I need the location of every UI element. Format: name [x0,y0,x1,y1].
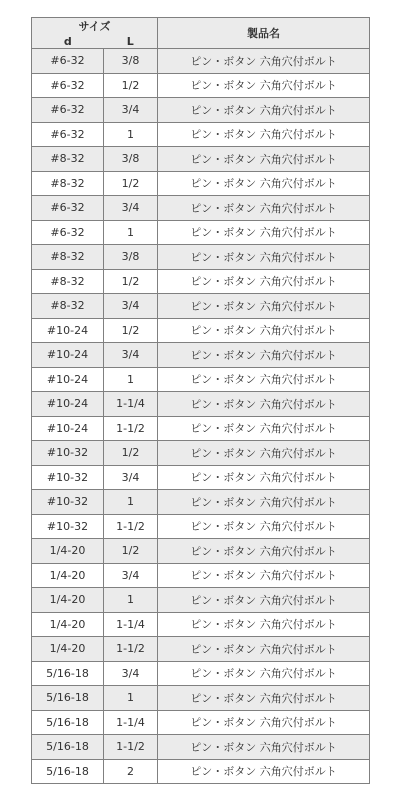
length-cell: 1-1/2 [104,416,158,441]
diameter-cell: #10-32 [32,465,104,490]
product-name-cell: ピン・ボタン 六角穴付ボルト [158,686,370,711]
length-cell: 2 [104,759,158,784]
product-name-cell: ピン・ボタン 六角穴付ボルト [158,49,370,74]
size-group-header: サイズ [32,18,158,35]
diameter-cell: 5/16-18 [32,686,104,711]
table-row [32,465,370,490]
product-name-cell: ピン・ボタン 六角穴付ボルト [158,122,370,147]
diameter-cell: #8-32 [32,171,104,196]
product-name-cell: ピン・ボタン 六角穴付ボルト [158,416,370,441]
length-cell: 1-1/4 [104,612,158,637]
table-row [32,416,370,441]
product-name-cell: ピン・ボタン 六角穴付ボルト [158,245,370,270]
length-cell: 3/8 [104,245,158,270]
length-cell: 3/4 [104,294,158,319]
length-cell: 3/4 [104,98,158,123]
length-cell: 1-1/4 [104,392,158,417]
diameter-cell: 5/16-18 [32,661,104,686]
product-name-cell: ピン・ボタン 六角穴付ボルト [158,514,370,539]
table-row [32,588,370,613]
diameter-cell: #10-24 [32,343,104,368]
length-cell: 1-1/2 [104,735,158,760]
length-column-header: L [104,34,158,49]
product-name-cell: ピン・ボタン 六角穴付ボルト [158,269,370,294]
diameter-cell: 5/16-18 [32,759,104,784]
length-cell: 1/2 [104,539,158,564]
table-row [32,367,370,392]
length-cell: 1/2 [104,269,158,294]
length-cell: 1 [104,220,158,245]
table-row [32,759,370,784]
product-name-cell: ピン・ボタン 六角穴付ボルト [158,759,370,784]
product-name-cell: ピン・ボタン 六角穴付ボルト [158,710,370,735]
diameter-cell: #8-32 [32,147,104,172]
length-cell: 1/2 [104,318,158,343]
diameter-cell: #10-24 [32,318,104,343]
length-cell: 3/8 [104,147,158,172]
table-row [32,735,370,760]
length-cell: 3/4 [104,343,158,368]
table-row [32,563,370,588]
product-name-cell: ピン・ボタン 六角穴付ボルト [158,171,370,196]
length-cell: 1-1/2 [104,514,158,539]
table-row [32,294,370,319]
diameter-cell: #6-32 [32,49,104,74]
diameter-cell: #8-32 [32,294,104,319]
product-name-cell: ピン・ボタン 六角穴付ボルト [158,98,370,123]
product-name-header: 製品名 [158,18,370,49]
table-row [32,49,370,74]
table-row [32,98,370,123]
length-cell: 1 [104,367,158,392]
table-row [32,686,370,711]
product-name-cell: ピン・ボタン 六角穴付ボルト [158,196,370,221]
diameter-cell: 5/16-18 [32,735,104,760]
length-cell: 1-1/2 [104,637,158,662]
product-name-cell: ピン・ボタン 六角穴付ボルト [158,539,370,564]
diameter-column-header: d [32,34,104,49]
table-row [32,539,370,564]
table-row [32,318,370,343]
length-cell: 3/8 [104,49,158,74]
table-row [32,612,370,637]
table-row [32,441,370,466]
product-name-cell: ピン・ボタン 六角穴付ボルト [158,73,370,98]
length-cell: 3/4 [104,563,158,588]
diameter-cell: 1/4-20 [32,563,104,588]
product-name-cell: ピン・ボタン 六角穴付ボルト [158,147,370,172]
diameter-cell: #10-24 [32,416,104,441]
length-cell: 3/4 [104,661,158,686]
diameter-cell: #10-32 [32,514,104,539]
diameter-cell: #8-32 [32,269,104,294]
length-cell: 1 [104,490,158,515]
diameter-cell: 1/4-20 [32,637,104,662]
product-name-cell: ピン・ボタン 六角穴付ボルト [158,392,370,417]
length-cell: 1 [104,588,158,613]
table-header [32,18,370,49]
table-row [32,490,370,515]
diameter-cell: #10-32 [32,490,104,515]
product-name-cell: ピン・ボタン 六角穴付ボルト [158,343,370,368]
length-cell: 1 [104,686,158,711]
length-cell: 1/2 [104,441,158,466]
diameter-cell: 5/16-18 [32,710,104,735]
diameter-cell: #6-32 [32,73,104,98]
length-cell: 1 [104,122,158,147]
diameter-cell: #6-32 [32,122,104,147]
product-name-cell: ピン・ボタン 六角穴付ボルト [158,588,370,613]
diameter-cell: 1/4-20 [32,588,104,613]
product-name-cell: ピン・ボタン 六角穴付ボルト [158,661,370,686]
diameter-cell: #10-24 [32,367,104,392]
table-row [32,122,370,147]
table-row [32,147,370,172]
table-row [32,637,370,662]
diameter-cell: 1/4-20 [32,612,104,637]
table-row [32,514,370,539]
diameter-cell: #8-32 [32,245,104,270]
table-row [32,269,370,294]
product-name-cell: ピン・ボタン 六角穴付ボルト [158,441,370,466]
product-size-table-container [31,17,369,784]
product-name-cell: ピン・ボタン 六角穴付ボルト [158,612,370,637]
product-name-cell: ピン・ボタン 六角穴付ボルト [158,490,370,515]
diameter-cell: #10-24 [32,392,104,417]
product-name-cell: ピン・ボタン 六角穴付ボルト [158,563,370,588]
product-name-cell: ピン・ボタン 六角穴付ボルト [158,465,370,490]
diameter-cell: 1/4-20 [32,539,104,564]
diameter-cell: #10-32 [32,441,104,466]
product-name-cell: ピン・ボタン 六角穴付ボルト [158,318,370,343]
product-name-cell: ピン・ボタン 六角穴付ボルト [158,735,370,760]
length-cell: 3/4 [104,196,158,221]
diameter-cell: #6-32 [32,98,104,123]
length-cell: 1/2 [104,171,158,196]
table-row [32,392,370,417]
length-cell: 1/2 [104,73,158,98]
table-row [32,196,370,221]
product-name-cell: ピン・ボタン 六角穴付ボルト [158,367,370,392]
product-name-cell: ピン・ボタン 六角穴付ボルト [158,294,370,319]
length-cell: 3/4 [104,465,158,490]
length-cell: 1-1/4 [104,710,158,735]
diameter-cell: #6-32 [32,196,104,221]
table-row [32,171,370,196]
table-row [32,661,370,686]
table-row [32,73,370,98]
diameter-cell: #6-32 [32,220,104,245]
product-size-table [31,17,370,784]
table-row [32,245,370,270]
table-row [32,220,370,245]
table-row [32,710,370,735]
table-row [32,343,370,368]
product-name-cell: ピン・ボタン 六角穴付ボルト [158,637,370,662]
product-name-cell: ピン・ボタン 六角穴付ボルト [158,220,370,245]
table-body [32,49,370,784]
